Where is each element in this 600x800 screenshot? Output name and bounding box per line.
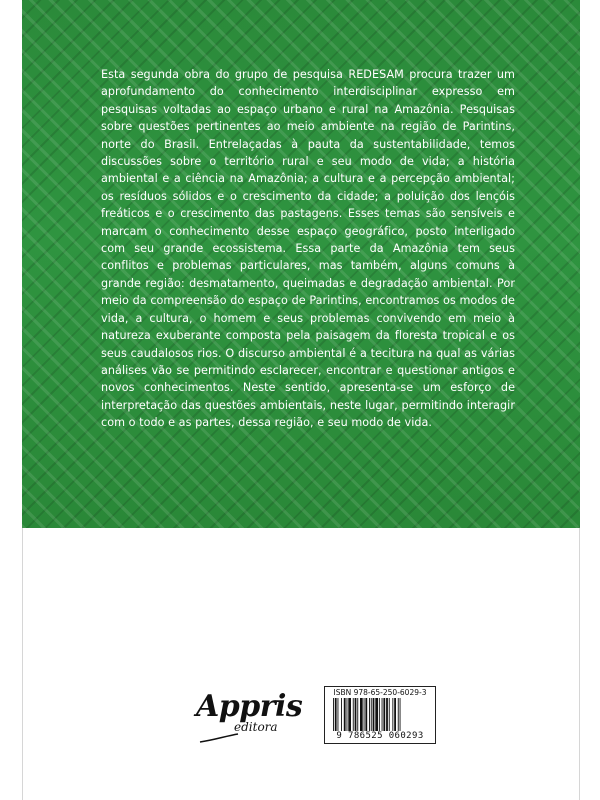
barcode-bar xyxy=(400,698,401,731)
barcode-bar xyxy=(389,698,390,731)
barcode-bar xyxy=(360,698,363,731)
publisher-logo xyxy=(196,689,303,746)
synopsis-text: Esta segunda obra do grupo de pesquisa REDESAM procura trazer um aprofundamento do conhecimento interdisciplinar expresso em pesquisas voltadas ao espaço urbano e rural na Amazônia. Pesquisas sobre questões pertinentes ao meio ambiente na região de Parintins, norte do Brasil. Entrelaçadas à pauta da sustentabilidade, temos discussões sobre o território rural e seu modo de vida; a história ambiental e a ciência na Amazônia; a cultura e a percepção ambiental; os resíduos sólidos e o crescimento da cidade; a poluição dos lençóis freáticos e o crescimento das pastagens. Esses temas são sensíveis e marcam o conhecimento desse espaço geográfico, posto interligado com seu grande ecossistema. Essa parte da Amazônia tem seus conflitos e problemas particulares, mas também, alguns comuns à grande região: desmatamento, queimadas e degradação ambiental. Por meio da compreensão do espaço de Parintins, encontramos os modos de vida, a cultura, o homem e seus problemas convivendo em meio à natureza exuberante composta pela paisagem da floresta tropical e os seus caudalosos rios. O discurso ambiental é a tecitura na qual as várias análises vão se permitindo esclarecer, encontrar e questionar antigos e novos conhecimentos. Neste sentido, apresenta-se um esforço de interpretação das questões ambientais, neste lugar, permitindo interagir com o todo e as partes, dessa região, e seu modo de vida. xyxy=(101,68,515,430)
publisher-name: Appris xyxy=(196,689,303,724)
barcode-bar xyxy=(355,698,357,731)
isbn-label: ISBN 978-65-250-6029-3 xyxy=(333,688,427,697)
barcode-bar xyxy=(369,698,370,731)
barcode-bar xyxy=(371,698,372,731)
barcode-bar xyxy=(383,698,385,731)
barcode-bars xyxy=(332,698,428,731)
barcode-bar xyxy=(364,698,365,731)
right-edge-rule xyxy=(579,528,580,800)
barcode-bar xyxy=(341,698,342,731)
barcode-digits: 9 786525 060293 xyxy=(336,731,424,741)
barcode-bar xyxy=(375,698,378,731)
barcode-bar xyxy=(338,698,339,731)
left-edge-rule xyxy=(22,528,23,800)
isbn-barcode xyxy=(324,686,436,744)
barcode-bar xyxy=(373,698,375,731)
barcode-bar xyxy=(335,698,337,731)
barcode-bar xyxy=(357,698,358,731)
barcode-bar xyxy=(348,698,351,731)
barcode-bar xyxy=(392,698,393,731)
barcode-bar xyxy=(386,698,388,731)
barcode-bar xyxy=(379,698,380,731)
barcode-bar xyxy=(333,698,334,731)
barcode-bar xyxy=(347,698,348,731)
publisher-subtitle: editora xyxy=(234,720,278,734)
barcode-bar xyxy=(365,698,367,731)
barcode-bar xyxy=(394,698,396,731)
barcode-bar xyxy=(353,698,354,731)
barcode-bar xyxy=(344,698,346,731)
barcode-bar xyxy=(382,698,383,731)
barcode-bar xyxy=(398,698,399,731)
